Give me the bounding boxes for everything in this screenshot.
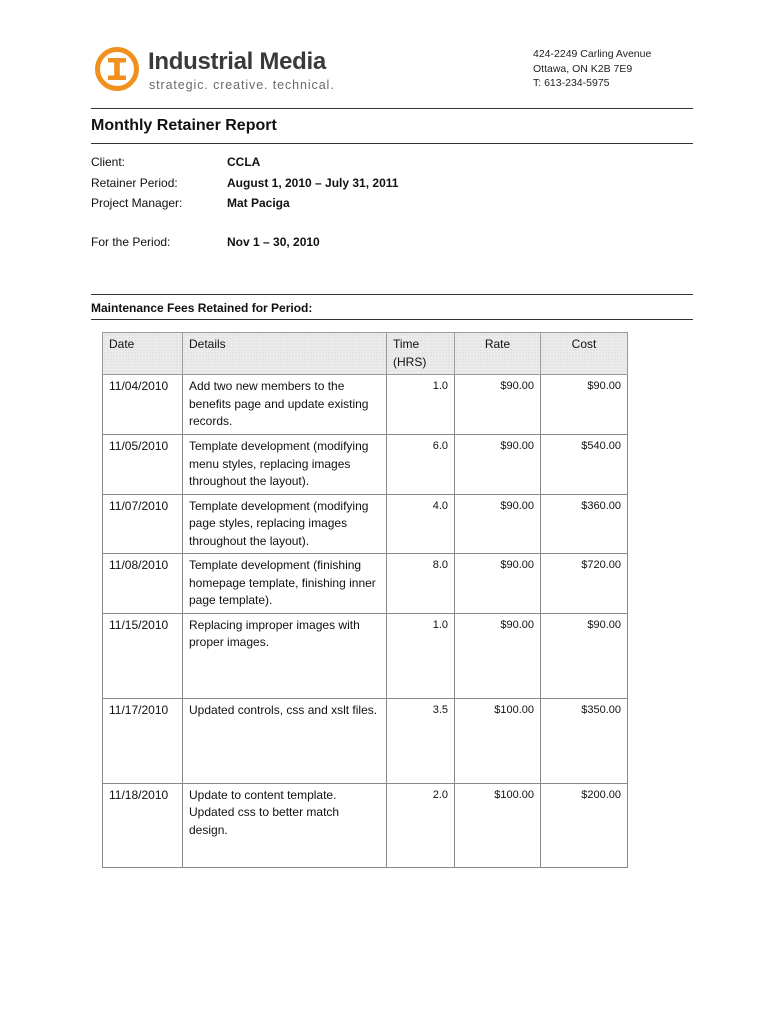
company-tagline: strategic. creative. technical. [149,78,335,92]
title-divider [91,143,693,144]
project-manager-label: Project Manager: [91,196,183,210]
row-details: Template development (modifying page styles, replacing images throughout the layout). [183,494,387,554]
fees-section-title: Maintenance Fees Retained for Period: [91,301,313,315]
report-title: Monthly Retainer Report [91,117,277,134]
fees-table [102,332,628,868]
table-row [103,613,628,698]
row-time: 8.0 [387,554,455,614]
row-rate: $90.00 [455,494,541,554]
for-period-label: For the Period: [91,235,171,249]
row-date: 11/18/2010 [103,783,183,867]
row-time: 6.0 [387,435,455,495]
column-header-time: Time (HRS) [387,333,455,375]
column-header-cost: Cost [541,333,628,375]
row-date: 11/08/2010 [103,554,183,614]
row-cost: $360.00 [541,494,628,554]
row-date: 11/15/2010 [103,613,183,698]
row-details: Add two new members to the benefits page and update existing records. [183,375,387,435]
table-row [103,783,628,867]
address-line-phone: T: 613-234-5975 [533,77,610,89]
row-date: 11/17/2010 [103,698,183,783]
row-time: 3.5 [387,698,455,783]
header-divider [91,108,693,109]
row-details: Template development (finishing homepage template, finishing inner page template). [183,554,387,614]
row-cost: $200.00 [541,783,628,867]
row-details: Updated controls, css and xslt files. [183,698,387,783]
logo-mark-icon [94,46,140,92]
column-header-rate: Rate [455,333,541,375]
row-cost: $350.00 [541,698,628,783]
column-header-date: Date [103,333,183,375]
retainer-period-value: August 1, 2010 – July 31, 2011 [227,176,399,190]
row-rate: $90.00 [455,435,541,495]
row-time: 1.0 [387,613,455,698]
row-time: 1.0 [387,375,455,435]
row-cost: $720.00 [541,554,628,614]
table-row [103,435,628,495]
row-cost: $90.00 [541,375,628,435]
retainer-period-label: Retainer Period: [91,176,178,190]
row-time: 4.0 [387,494,455,554]
row-time: 2.0 [387,783,455,867]
for-period-value: Nov 1 – 30, 2010 [227,235,320,249]
table-row [103,375,628,435]
table-row [103,698,628,783]
client-label: Client: [91,155,126,169]
table-row [103,554,628,614]
row-rate: $90.00 [455,554,541,614]
address-line-city: Ottawa, ON K2B 7E9 [533,62,633,75]
project-manager-value: Mat Paciga [227,196,290,210]
row-date: 11/04/2010 [103,375,183,435]
section-divider-top [91,294,693,295]
row-details: Template development (modifying menu styles, replacing images throughout the layout). [183,435,387,495]
column-header-details: Details [183,333,387,375]
company-address [533,47,651,91]
row-date: 11/05/2010 [103,435,183,495]
table-row [103,494,628,554]
row-details: Update to content template. Updated css to better match design. [183,783,387,867]
row-rate: $90.00 [455,375,541,435]
row-details: Replacing improper images with proper images. [183,613,387,698]
row-cost: $90.00 [541,613,628,698]
row-rate: $100.00 [455,783,541,867]
row-date: 11/07/2010 [103,494,183,554]
row-rate: $90.00 [455,613,541,698]
company-name: Industrial Media [148,48,326,75]
section-divider-bottom [91,319,693,320]
client-value: CCLA [227,155,261,169]
company-logo [94,46,354,98]
row-cost: $540.00 [541,435,628,495]
table-header-row [103,333,628,375]
address-line-street: 424-2249 Carling Avenue [533,48,652,60]
row-rate: $100.00 [455,698,541,783]
